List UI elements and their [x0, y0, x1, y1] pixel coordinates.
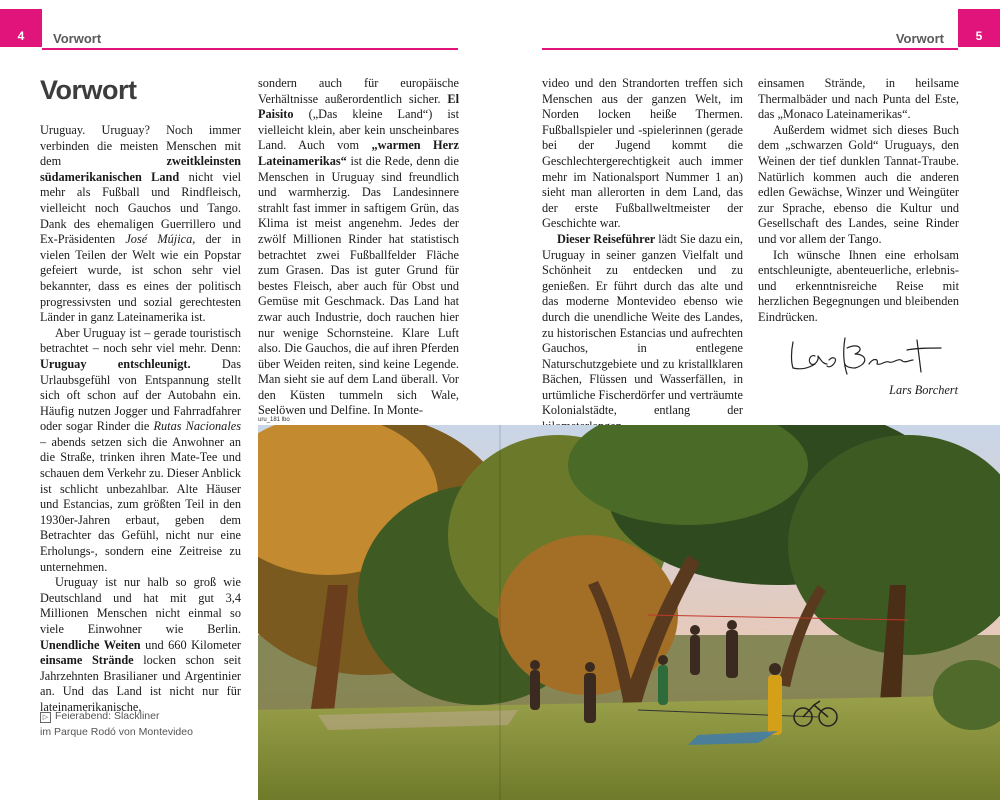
page-number-right: 5	[958, 9, 1000, 47]
page-title: Vorwort	[40, 75, 137, 105]
bold-text: El Paisito	[258, 91, 459, 122]
text-column-1	[40, 73, 241, 716]
header-rule-right	[542, 48, 958, 50]
bold-text: Uruguay entschleunigt.	[40, 356, 191, 371]
paragraph: Außerdem widmet sich dieses Buch dem „schwarzen Gold“ Uruguays, den Weinen der tief dunklen Tannat-Traube. Natürlich kommen auch die anderen edlen Gewächse, Winzer und Weingüter zur Sprache, ebenso die Kultur und Gesellschaft des Landes, seine Rinder und vor allem der Tango.	[758, 122, 959, 246]
paragraph: einsamen Strände, in heilsame Thermalbäder und nach Punta del Este, das „Monaco Lateinamerikas“.	[758, 76, 959, 122]
bold-text: Dieser Reiseführer	[557, 231, 656, 246]
text-column-2	[258, 76, 459, 419]
running-head-left: Vorwort	[53, 31, 102, 46]
author-signature	[785, 330, 955, 380]
paragraph: sondern auch für europäische Verhältnisse außerordentlich sicher. El Paisito („Das kleine Land“) ist vielleicht klein, aber kein unscheinbares Land. Auch vom „warmen Herz Lateinamerikas“ ist die Rede, denn die Menschen in Uruguay sind freundlich und warmherzig. Das Landesinnere strahlt fast immer in saftigem Grün, das Klima ist meist angenehm. Jedes der zwölf Millionen Rinder hat statistisch betrachtet zwei Fußballfelder Fläche zum Grasen. Das ist guter Grund für bestes Fleisch, aber auch für Obst und Gemüse mit Geschmack. Das Land hat zwar auch Industrie, doch rauchen hier nur wenige Schornsteine. Klare Luft also. Die Gauchos, die auf ihren Pferden über Weiden reiten, sind keine Legende. Man sieht sie auf dem Land überall. Vor den Küsten tummeln sich Wale, Seelöwen und Delfine. In Monte-	[258, 76, 459, 418]
running-head-right: Vorwort	[895, 31, 944, 46]
paragraph: Dieser Reiseführer lädt Sie dazu ein, Uruguay in seiner ganzen Vielfalt und Schönheit zu entdecken und zu genießen. Er führt durch das alte und das moderne Montevideo ebenso wie durch die unendliche Weite des Landes, zu historischen Estancias und aufrechten Gauchos, in entlegene Naturschutzgebiete und zu kristallklaren Bächen, Flüssen und Wasserfällen, in urtümliche Fischerdörfer und verträumte Kolonialstädte, entlang der	[542, 231, 743, 418]
text-column-3	[542, 76, 743, 435]
italic-text: Rutas Nacionales	[153, 419, 241, 434]
park-photo	[258, 425, 1000, 800]
photo-code: uru_181 lbo	[258, 417, 290, 423]
arrow-right-icon: ▷	[40, 712, 51, 723]
photo-caption	[40, 708, 250, 740]
italic-text: José Mújica	[125, 232, 193, 247]
paragraph: Aber Uruguay ist – gerade touristisch betrachtet – noch sehr viel mehr. Denn: Uruguay entschleunigt. Das Urlaubsgefühl von Entspannung stellt sich oft schon auf der Autobahn ein. Häufig nutzen Jogger und Fahrradfahrer oder sogar Rinder die Rutas Nacionales – abends setzen sich die Anwohner an die Straße, trinken ihren Mate-Tee und schauen dem Verkehr zu. Dieser Anblick ist schlicht unbezahlbar. Alte Häuser und Estancias, zum größten Teil in den 1930er-Jahren erbaut, geben dem Betrachter das Gefühl, nicht nur eine Erholungs-, sondern eine Zeitreise zu unternehmen.	[40, 325, 241, 574]
author-name: Lars Borchert	[889, 383, 958, 397]
header-rule-left	[42, 48, 458, 50]
paragraph: Ich wünsche Ihnen eine erholsam entschleunigte, abenteuerliche, erlebnis- und erkenntnisreiche Reise mit herzlichen Begegnungen und bleibenden Eindrücken.	[758, 247, 959, 324]
caption-line-1: Feierabend: Slackliner	[55, 710, 160, 722]
page-number-left: 4	[0, 9, 42, 47]
bold-text: einsame Strände	[40, 653, 134, 668]
paragraph: video und den Strandorten treffen sich Menschen aus der ganzen Welt, im Norden locken heiße Thermen. Fußballspieler und -spielerinnen (gerade bei der Jugend kommt die Geschlechtergerechtigkeit auch immer mehr im Nationalsport Nummer 1 an) sieht man allerorten in dem Land, das der erste Fußballweltmeister der Geschichte war.	[542, 76, 743, 231]
bold-text: zweitkleinsten südamerikanischen Land	[40, 154, 241, 184]
bold-text: Unendliche Weiten	[40, 637, 141, 652]
paragraph: Uruguay. Uruguay? Noch immer verbinden die meisten Menschen mit dem zweitkleinsten südamerikanischen Land nicht viel mehr als Fußball und Rindfleisch, vielleicht noch Gauchos und Tango. Dank des ehemaligen Guerrillero und Ex-Präsidenten José Mújica, der in vielen Teilen der Welt wie ein Popstar gefeiert wurde, ist schon sehr viel bekannter, dass es eines der politisch progressivsten und sozial gerechtesten Länder in ganz Lateinamerika ist.	[40, 123, 241, 325]
bold-text: „warmen Herz Lateinamerikas“	[258, 138, 459, 168]
paragraph: Uruguay ist nur halb so groß wie Deutschland und hat mit gut 3,4 Millionen Menschen nicht einmal so viele Einwohner wie Berlin. Unendliche Weiten und 660 Kilometer einsame Strände locken schon seit Jahrzehnten Brasilianer und Argentinier an. Und das Land ist nicht nur für lateinamerikanische,	[40, 575, 241, 714]
caption-line-2: im Parque Rodó von Montevideo	[40, 726, 193, 738]
text-column-4	[758, 76, 959, 326]
